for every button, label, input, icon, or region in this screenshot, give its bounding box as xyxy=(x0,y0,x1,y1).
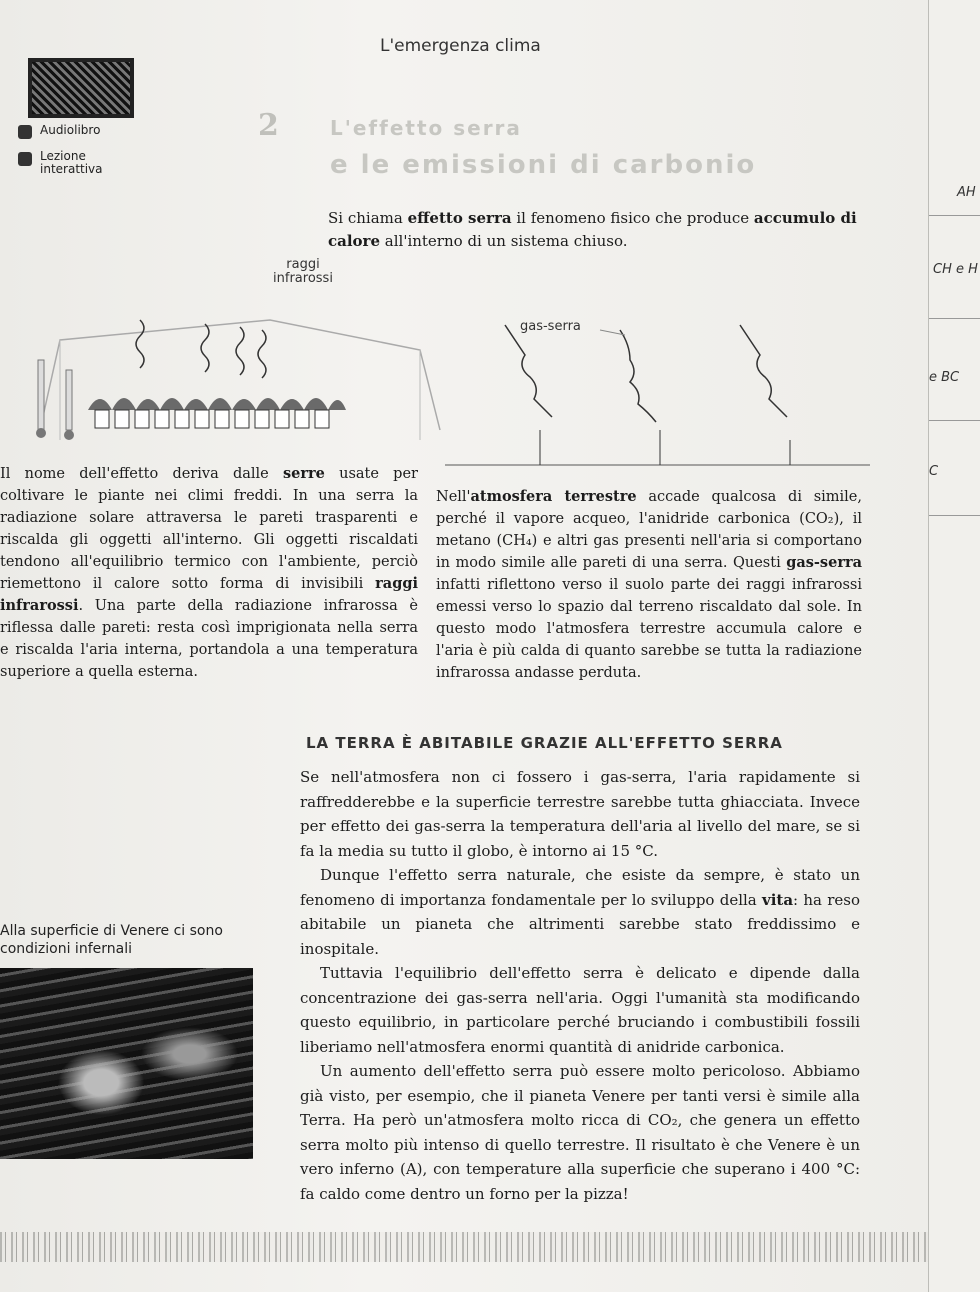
greenhouse-illustration xyxy=(0,280,880,480)
venus-surface-photo xyxy=(0,968,253,1159)
paragraph: Tuttavia l'equilibrio dell'effetto serra è delicato e dipende dalla concentrazione dei gas-serra nell'aria. Oggi l'umanità sta modificando questo equilibrio, in particolare perché bruciando i combustibili fossili liberiamo nell'atmosfera enormi quantità di anidride carbonica. xyxy=(300,964,860,1056)
handwritten-note: C xyxy=(929,464,939,479)
interactive-lesson-label: Lezione interattiva xyxy=(40,149,103,176)
headphones-icon xyxy=(18,125,32,139)
paragraph: Un aumento dell'effetto serra può essere molto pericoloso. Abbiamo già visto, per esempio, che il pianeta Venere per tanti versi è simile alla Terra. Ha però un'atmosfera molto ricca di CO₂, che genera un effetto serra molto più intenso di quello terrestre. Il risultato è che Venere è un vero inferno (A), con temperature alla superficie che superano i 400 °C: fa caldo come dentro un forno per la pizza! xyxy=(300,1062,860,1203)
paragraph: Se nell'atmosfera non ci fossero i gas-serra, l'aria rapidamente si raffredderebbe e la superficie terrestre sarebbe tutta ghiacciata. Invece per effetto dei gas-serra la temperatura dell'aria al livello del mare, se si fa la media su tutto il globo, è intorno ai 15 °C. xyxy=(300,768,860,860)
definition-text: Si chiama effetto serra il fenomeno fisico che produce accumulo di calore all'interno di un sistema chiuso. xyxy=(328,209,857,250)
handwritten-note: CH e H xyxy=(933,262,978,277)
interactive-lesson-link[interactable] xyxy=(18,150,130,176)
chapter-number: 2 xyxy=(258,108,279,143)
cursor-icon xyxy=(18,152,32,166)
audiobook-link[interactable] xyxy=(18,123,100,139)
adjacent-page-edge xyxy=(928,0,980,1292)
audiobook-label: Audiolibro xyxy=(40,123,101,137)
infrared-label: raggi infrarossi xyxy=(273,257,333,286)
cover-thumbnail[interactable] xyxy=(28,58,134,118)
running-header: L'emergenza clima xyxy=(380,36,541,56)
greenhouse-gas-label: gas-serra xyxy=(520,319,581,334)
page-bottom-edge xyxy=(0,1232,930,1262)
divider xyxy=(929,215,980,216)
photo-caption: Alla superficie di Venere ci sono condizioni infernali xyxy=(0,923,223,957)
chapter-title-line2: e le emissioni di carbonio xyxy=(330,150,757,180)
paragraph: Dunque l'effetto serra naturale, che esiste da sempre, è stato un fenomeno di importanza fondamentale per lo sviluppo della vita: ha reso abitabile un pianeta che altrimenti sarebbe stato freddissimo e inospitale. xyxy=(300,866,860,958)
handwritten-note: e BC xyxy=(929,370,960,385)
section-heading: LA TERRA È ABITABILE GRAZIE ALL'EFFETTO SERRA xyxy=(306,734,783,752)
greenhouse-column: Il nome dell'effetto deriva dalle serre usate per coltivare le piante nei climi freddi. In una serra la radiazione solare attraversa le pareti trasparenti e riscalda gli oggetti all'interno. Gli oggetti riscaldati tendono all'equilibrio termico con l'ambiente, perciò riemettono il calore sotto forma di invisibili raggi infrarossi. Una parte della radiazione infrarossa è riflessa dalle pareti: resta così imprigionata nella serra e riscalda l'aria interna, portandola a una temperatura superiore a quella esterna. xyxy=(0,465,418,680)
atmosphere-column: Nell'atmosfera terrestre accade qualcosa di simile, perché il vapore acqueo, l'anidride carbonica (CO₂), il metano (CH₄) e altri gas presenti nell'aria si comportano in modo simile alle pareti di una serra. Questi gas-serra infatti riflettono verso il suolo parte dei raggi infrarossi emessi verso lo spazio dal terreno riscaldato dal sole. In questo modo l'atmosfera terrestre accumula calore e l'aria è più calda di quanto sarebbe se tutta la radiazione infrarossa andasse perduta. xyxy=(436,488,862,681)
handwritten-note: AH xyxy=(957,185,976,200)
divider xyxy=(929,420,980,421)
section-body xyxy=(300,765,860,1206)
divider xyxy=(929,515,980,516)
divider xyxy=(929,318,980,319)
chapter-title-line1: L'effetto serra xyxy=(330,116,522,140)
